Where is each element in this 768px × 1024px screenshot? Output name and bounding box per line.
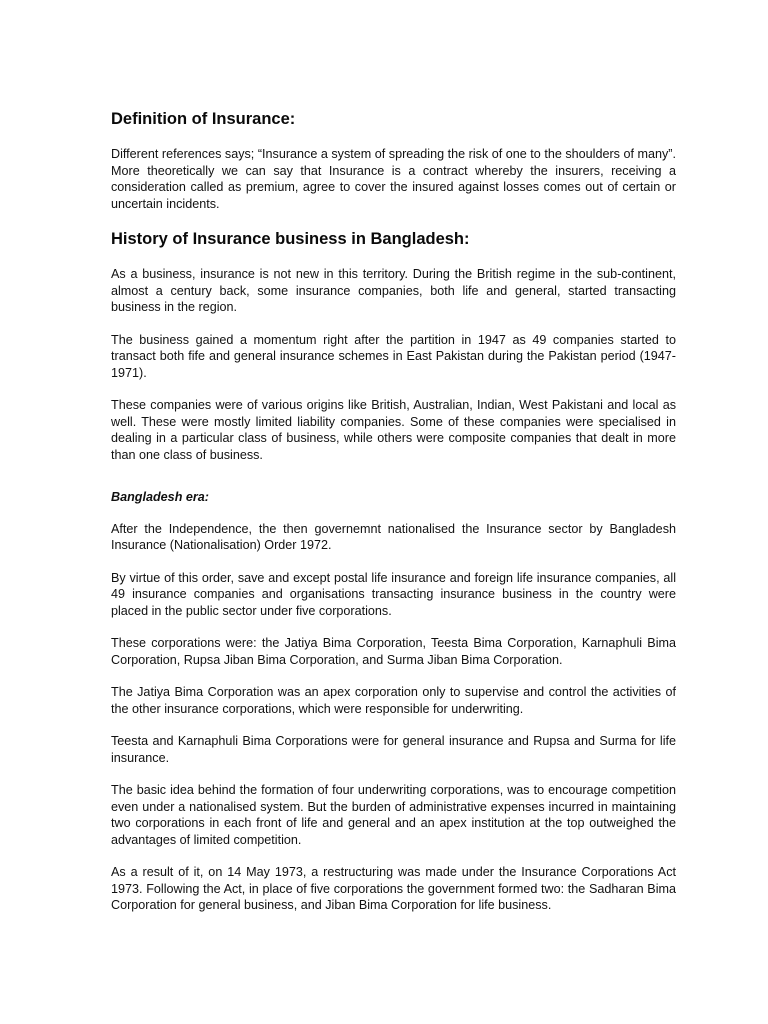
document-body	[111, 108, 676, 930]
paragraph-era-3: These corporations were: the Jatiya Bima Corporation, Teesta Bima Corporation, Karnaphuli Bima Corporation, Rupsa Jiban Bima Corporation, and Surma Jiban Bima Corporation.	[111, 636, 676, 667]
heading-history: History of Insurance business in Bangladesh:	[111, 230, 470, 248]
paragraph-era-4: The Jatiya Bima Corporation was an apex corporation only to supervise and control the activities of the other insurance corporations, which were responsible for underwriting.	[111, 685, 676, 716]
paragraph-era-7: As a result of it, on 14 May 1973, a restructuring was made under the Insurance Corporations Act 1973. Following the Act, in place of five corporations the government formed two: the Sadharan Bima Corporation for general business, and Jiban Bima Corporation for life business.	[111, 865, 676, 912]
paragraph-history-2: The business gained a momentum right after the partition in 1947 as 49 companies started to transact both fife and general insurance schemes in East Pakistan during the Pakistan period (1947-1971).	[111, 332, 676, 380]
heading-definition: Definition of Insurance:	[111, 110, 296, 128]
paragraph-era-1: After the Independence, the then governemnt nationalised the Insurance sector by Bangladesh Insurance (Nationalisation) Order 1972.	[111, 521, 676, 552]
subheading-bangladesh-era: Bangladesh era:	[111, 490, 209, 504]
paragraph-history-3: These companies were of various origins like British, Australian, Indian, West Pakistani and local as well. These were mostly limited liability companies. Some of these companies were specialised in dealing in a particular class of business, while others were composite companies that dealt in more than one class of business.	[111, 398, 676, 462]
paragraph-history-1: As a business, insurance is not new in this territory. During the British regime in the sub-continent, almost a century back, some insurance companies, both life and general, started transacting business in the region.	[111, 267, 676, 314]
paragraph-era-6: The basic idea behind the formation of four underwriting corporations, was to encourage competition even under a nationalised system. But the burden of administrative expenses incurred in maintaining two corporations in each front of life and general and an apex institution at the top outweighed the advantages of limited competition.	[111, 783, 676, 847]
paragraph-era-2: By virtue of this order, save and except postal life insurance and foreign life insurance companies, all 49 insurance companies and organisations transacting insurance business in the country were placed in the public sector under five corporations.	[111, 570, 676, 618]
paragraph-definition: Different references says; “Insurance a system of spreading the risk of one to the shoulders of many”. More theoretically we can say that Insurance is a contract whereby the insurers, receiving a consideration called as premium, agree to cover the insured against losses comes out of certain or uncertain incidents.	[111, 147, 676, 211]
paragraph-era-5: Teesta and Karnaphuli Bima Corporations were for general insurance and Rupsa and Surma for life insurance.	[111, 734, 676, 765]
